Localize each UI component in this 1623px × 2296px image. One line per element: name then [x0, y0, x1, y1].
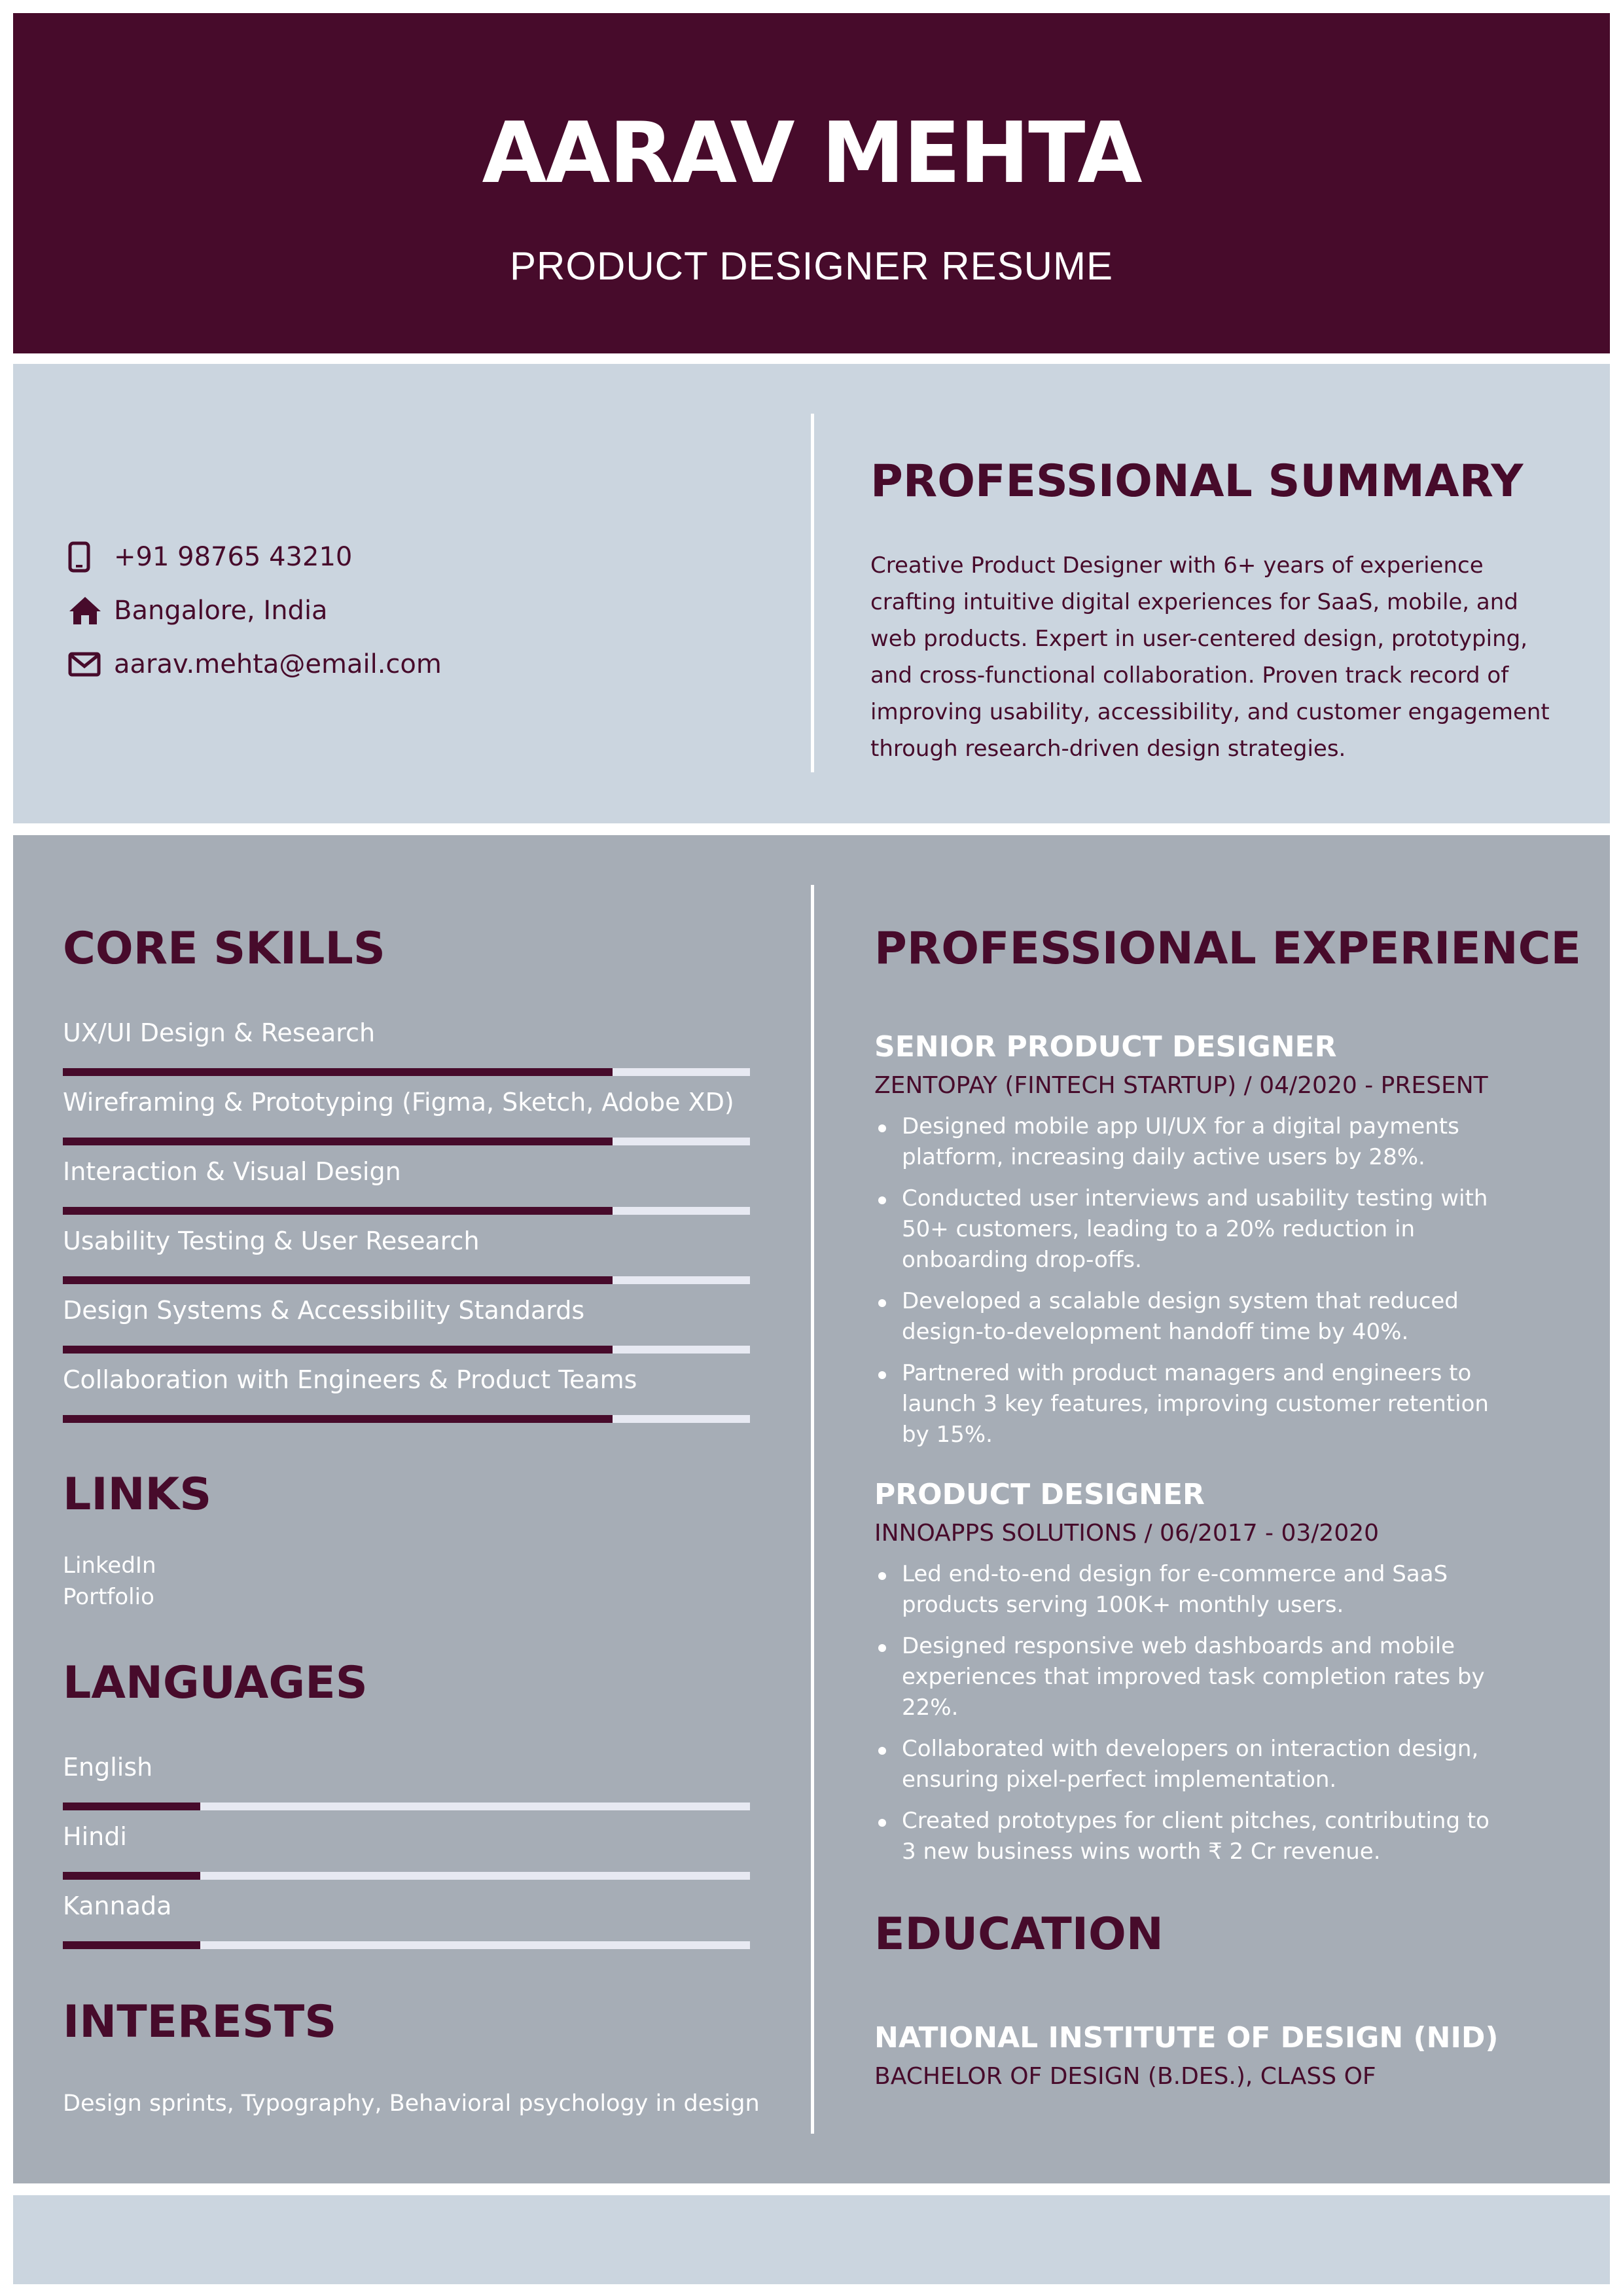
- skill-item: [63, 1157, 751, 1186]
- location-text: Bangalore, India: [114, 596, 328, 626]
- education-school: NATIONAL INSTITUTE OF DESIGN (NID): [874, 2021, 1499, 2054]
- contact-phone[interactable]: [68, 534, 352, 580]
- job-bullet: Collaborated with developers on interaction design, ensuring pixel-perfect implementation.: [876, 1734, 1491, 1795]
- candidate-name: AARAV MEHTA: [482, 105, 1141, 202]
- skill-bar: [63, 1207, 750, 1215]
- skill-bar: [63, 1138, 750, 1145]
- skill-item: [63, 1365, 751, 1394]
- language-bar: [63, 1803, 750, 1810]
- phone-icon: [68, 537, 114, 577]
- skill-item: [63, 1296, 751, 1325]
- skill-bar-fill: [63, 1346, 613, 1354]
- skill-label: Wireframing & Prototyping (Figma, Sketch, Adobe XD): [63, 1088, 734, 1117]
- job-bullet: Conducted user interviews and usability testing with 50+ customers, leading to a 20% reduction in onboarding drop-offs.: [876, 1183, 1491, 1276]
- job-bullets: [876, 1111, 1491, 1461]
- skill-bar-fill: [63, 1207, 613, 1215]
- skill-item: [63, 1088, 751, 1117]
- language-item: [63, 1892, 751, 1920]
- job-title: SENIOR PRODUCT DESIGNER: [874, 1030, 1337, 1064]
- link-portfolio[interactable]: Portfolio: [63, 1584, 154, 1610]
- main-section: [13, 835, 1610, 2183]
- language-bar-fill: [63, 1803, 200, 1810]
- language-bar-fill: [63, 1941, 200, 1949]
- summary-line: crafting intuitive digital experiences for SaaS, mobile, and: [870, 589, 1518, 615]
- skill-bar-fill: [63, 1138, 613, 1145]
- job-bullets: [876, 1559, 1491, 1878]
- vertical-divider: [811, 414, 814, 772]
- summary-line: and cross-functional collaboration. Proven track record of: [870, 662, 1509, 689]
- experience-heading: PROFESSIONAL EXPERIENCE: [874, 923, 1581, 975]
- education-degree: BACHELOR OF DESIGN (B.DES.), CLASS OF: [874, 2063, 1376, 2090]
- summary-line: through research-driven design strategies.: [870, 736, 1346, 762]
- job-bullet: Designed responsive web dashboards and mobile experiences that improved task completion rates by 22%.: [876, 1631, 1491, 1723]
- skill-label: Usability Testing & User Research: [63, 1227, 480, 1255]
- contact-email[interactable]: [68, 641, 442, 687]
- skill-label: Design Systems & Accessibility Standards: [63, 1296, 585, 1325]
- job-title: PRODUCT DESIGNER: [874, 1478, 1205, 1511]
- skill-item: [63, 1018, 751, 1047]
- resume-subtitle: PRODUCT DESIGNER RESUME: [509, 244, 1113, 288]
- email-text: aarav.mehta@email.com: [114, 649, 442, 679]
- skill-bar-fill: [63, 1415, 613, 1423]
- language-bar: [63, 1872, 750, 1880]
- skill-label: Interaction & Visual Design: [63, 1157, 401, 1186]
- interests-heading: INTERESTS: [63, 1996, 337, 2048]
- language-label: Kannada: [63, 1892, 172, 1920]
- language-item: [63, 1822, 751, 1851]
- contact-summary-section: [13, 364, 1610, 823]
- job-bullet: Designed mobile app UI/UX for a digital payments platform, increasing daily active users by 28%.: [876, 1111, 1491, 1173]
- skill-bar-fill: [63, 1068, 613, 1076]
- skill-label: Collaboration with Engineers & Product Teams: [63, 1365, 637, 1394]
- skill-bar-fill: [63, 1276, 613, 1284]
- footer-band: [13, 2195, 1610, 2284]
- skill-label: UX/UI Design & Research: [63, 1018, 376, 1047]
- language-item: [63, 1753, 751, 1782]
- skill-bar: [63, 1276, 750, 1284]
- summary-line: Creative Product Designer with 6+ years of experience: [870, 552, 1484, 579]
- summary-text: [870, 547, 1564, 767]
- job-meta: INNOAPPS SOLUTIONS / 06/2017 - 03/2020: [874, 1520, 1380, 1547]
- skills-heading: CORE SKILLS: [63, 923, 385, 975]
- language-bar: [63, 1941, 750, 1949]
- phone-text: +91 98765 43210: [114, 542, 353, 572]
- summary-line: improving usability, accessibility, and customer engagement: [870, 699, 1550, 725]
- skill-bar: [63, 1346, 750, 1354]
- job-meta: ZENTOPAY (FINTECH STARTUP) / 04/2020 - PRESENT: [874, 1072, 1488, 1099]
- home-icon: [68, 591, 114, 630]
- interests-text: Design sprints, Typography, Behavioral psychology in design: [63, 2090, 760, 2117]
- job-bullet: Developed a scalable design system that reduced design-to-development handoff time by 40%.: [876, 1286, 1491, 1348]
- language-bar-fill: [63, 1872, 200, 1880]
- skill-item: [63, 1227, 751, 1255]
- job-bullet: Partnered with product managers and engineers to launch 3 key features, improving customer retention by 15%.: [876, 1358, 1491, 1450]
- skill-bar: [63, 1068, 750, 1076]
- summary-line: web products. Expert in user-centered design, prototyping,: [870, 626, 1528, 652]
- summary-heading: PROFESSIONAL SUMMARY: [870, 456, 1524, 507]
- language-label: English: [63, 1753, 153, 1782]
- links-heading: LINKS: [63, 1469, 212, 1520]
- mail-icon: [68, 645, 114, 684]
- header-banner: [13, 13, 1610, 353]
- link-linkedin[interactable]: LinkedIn: [63, 1552, 156, 1579]
- job-bullet: Created prototypes for client pitches, contributing to 3 new business wins worth ₹ 2 Cr revenue.: [876, 1806, 1491, 1867]
- languages-heading: LANGUAGES: [63, 1657, 368, 1709]
- contact-location: [68, 588, 328, 634]
- vertical-divider: [811, 885, 814, 2134]
- education-heading: EDUCATION: [874, 1909, 1164, 1960]
- job-bullet: Led end-to-end design for e-commerce and SaaS products serving 100K+ monthly users.: [876, 1559, 1491, 1621]
- language-label: Hindi: [63, 1822, 127, 1851]
- skill-bar: [63, 1415, 750, 1423]
